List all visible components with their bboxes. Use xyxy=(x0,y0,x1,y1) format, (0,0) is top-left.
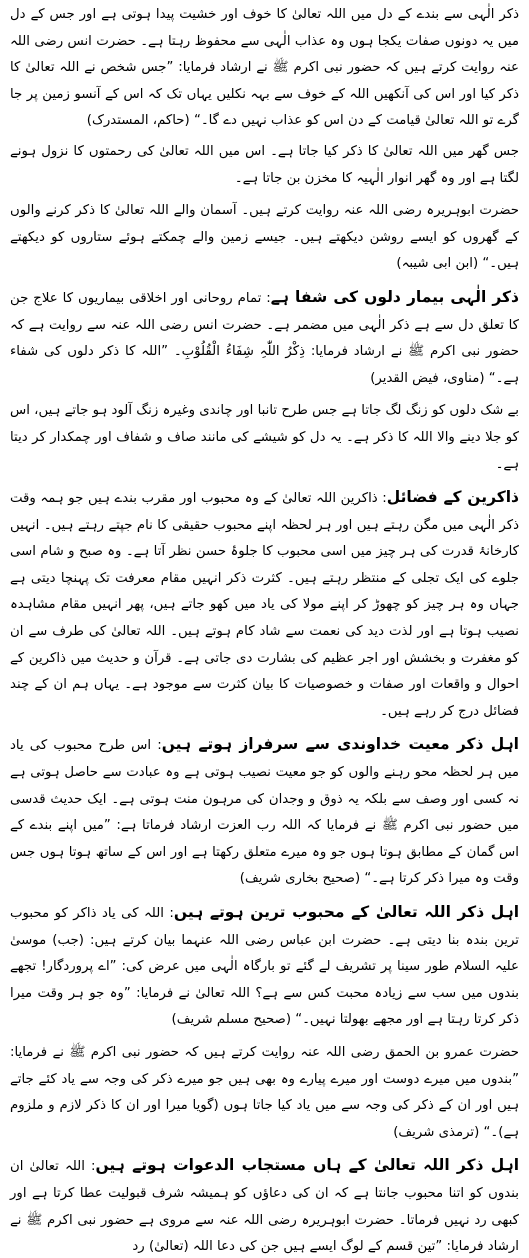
paragraph-body: بے شک دلوں کو زنگ لگ جاتا ہے جس طرح تانبا اور چاندی وغیرہ زنگ آلود ہو جاتے ہیں، اس کو جلا دینے والا اللہ کا ذکر ہے۔ یہ دل کو شیشے کی مانند صاف و شفاف اور چمکدار کر دیتا ہے۔ xyxy=(10,403,519,472)
paragraph-body: جس گھر میں اللہ تعالیٰ کا ذکر کیا جاتا ہے۔ اس میں اللہ تعالیٰ کی رحمتوں کا نزول ہونے لگتا ہے اور وہ گھر انوار الٰہیہ کا مخزن بن جاتا ہے۔ xyxy=(10,143,519,186)
section-heading: اہل ذکر اللہ تعالیٰ کے ہاں مستجاب الدعوات ہوتے ہیں xyxy=(95,1156,520,1175)
section-body: : ذاکرین اللہ تعالیٰ کے وہ محبوب اور مقرب بندے ہیں جو ہمہ وقت ذکر الٰہی میں مگن رہتے ہیں اور ہر لحظہ اپنے محبوب حقیقی کا نام جپتے رہتے ہیں۔ انہیں کارخانۂ قدرت کی ہر چیز میں اسی محبوب کا جلوۂ حسن نظر آتا ہے۔ وہ صبح و شام اسی جلوے کی ایک تجلی کے منتظر رہتے ہیں۔ کثرت ذکر انہیں مقام معرفت تک پہنچا دیتی ہے جہاں وہ ہر چیز کو چھوڑ کر اپنے مولا کی یاد میں کھو جاتے ہیں، پھر انہیں مقام مشاہدہ نصیب ہوتا ہے اور لذت دید کی نعمت سے شاد کام ہوتے ہیں۔ اللہ تعالیٰ کی طرف سے ان کو مغفرت و بخشش اور اجر عظیم کی بشارت دی جاتی ہے۔ قرآن و حدیث میں ذاکرین کے احوال و واقعات اور صفات و خصوصیات کا بیان کثرت سے موجود ہے۔ یہاں ہم ان کے چند فضائل درج کر رہے ہیں۔ xyxy=(10,491,519,719)
section-heading: اہل ذکر معیت خداوندی سے سرفراز ہوتے ہیں xyxy=(161,735,519,754)
paragraph-amr-bin-hamiq-narration xyxy=(10,1040,519,1146)
section-healing-of-hearts xyxy=(10,284,519,392)
paragraph-house-of-dhikr xyxy=(10,139,519,192)
paragraph-abu-hurairah-narration xyxy=(10,198,519,278)
section-body: : اللہ کی یاد ذاکر کو محبوب ترین بندہ بنا دیتی ہے۔ حضرت ابن عباس رضی اللہ عنہما بیان کرتے ہیں: (جب) موسیٰ علیہ السلام طور سینا پر تشریف لے گئے تو بارگاہ الٰہی میں عرض کی: ”اے پروردگار! تجھے بندوں میں سب سے زیادہ محبت کس سے ہے؟ اللہ تعالیٰ نے فرمایا: ”وہ جو ہر وقت میرا ذکر کرتا رہتا ہے اور مجھے بھولتا نہیں۔“ (صحیح مسلم شریف) xyxy=(10,906,519,1028)
section-heading: ذاکرین کے فضائل xyxy=(386,488,519,507)
paragraph-body: حضرت عمرو بن الحمق رضی اللہ عنہ روایت کرتے ہیں کہ حضور نبی اکرم ﷺ نے فرمایا: ”بندوں میں میرے دوست اور میرے پیارے وہ بھی ہیں جو میرے ذکر کی وجہ سے یاد کئے جاتے ہیں اور ان کے ذکر کی وجہ سے میں یاد کیا جاتا ہوں (گویا میرا اور ان کا ذکر لازم و ملزوم ہے)۔“ (ترمذی شریف) xyxy=(10,1044,519,1140)
section-body: : تمام روحانی اور اخلاقی بیماریوں کا علاج جن کا تعلق دل سے ہے ذکر الٰہی میں مضمر ہے۔ حضرت انس رضی اللہ عنہ سے روایت ہے کہ حضور نبی اکرم ﷺ نے ارشاد فرمایا: ذِکْرُ اللّٰہِ شِفَاءُ الْقُلُوْبِ۔ ”اللہ کا ذکر دلوں کی شفاء ہے۔“ (مناوی، فیض القدیر) xyxy=(10,290,519,386)
section-virtues-of-dhakireen xyxy=(10,484,519,725)
paragraph-body: حضرت ابوہریرہ رضی اللہ عنہ روایت کرتے ہیں۔ آسمان والے اللہ تعالیٰ کا ذکر کرنے والوں کے گھروں کو ایسے روشن دیکھتے ہیں۔ جیسے زمین والے چمکتے ہوئے ستاروں کو دیکھتے ہیں۔“ (ابن ابی شیبہ) xyxy=(10,203,519,272)
section-body: : اللہ تعالیٰ ان بندوں کو اتنا محبوب جانتا ہے کہ ان کی دعاؤں کو ہمیشہ شرف قبولیت عطا کرتا ہے اور کبھی رد نہیں فرماتا۔ حضرت ابوہریرہ رضی اللہ عنہ سے مروی ہے حضور نبی اکرم ﷺ نے ارشاد فرمایا: ”تین قسم کے لوگ ایسے ہیں جن کی دعا اللہ (تعالیٰ) رد xyxy=(10,1159,519,1255)
section-most-beloved xyxy=(10,899,519,1034)
section-body: : اس طرح محبوب کی یاد میں ہر لحظہ محو رہنے والوں کو جو معیت نصیب ہوتی ہے وہ عبادت سے حاصل ہوتی ہے نہ کسی اور وصف سے بلکہ یہ ذوق و وجدان کی مرہون منت ہوتی ہے۔ ایک حدیث قدسی میں حضور نبی اکرم ﷺ نے فرمایا کہ اللہ رب العزت ارشاد فرماتا ہے: ”میں اپنے بندے کے اس گمان کے مطابق ہوتا ہوں جو وہ میرے متعلق رکھتا ہے اور اس کے ساتھ ہوتا ہوں جس وقت وہ میرا ذکر کرتا ہے۔“ (صحیح بخاری شریف) xyxy=(10,738,519,887)
section-heading: ذکر الٰہی بیمار دلوں کی شفا ہے xyxy=(270,287,519,306)
paragraph-dhikr-fear xyxy=(10,2,519,135)
paragraph-body: ذکر الٰہی سے بندے کے دل میں اللہ تعالیٰ کا خوف اور خشیت پیدا ہوتی ہے اور جس کے دل میں یہ دونوں صفات یکجا ہوں وہ عذاب الٰہی سے محفوظ رہتا ہے۔ حضرت انس رضی اللہ عنہ روایت کرتے ہیں کہ حضور نبی اکرم ﷺ نے ارشاد فرمایا: ”جس شخص نے اللہ تعالیٰ کا ذکر کیا اور اس کی آنکھیں اللہ کے خوف سے بہہ نکلیں یہاں تک کہ اس کے آنسو زمین پر جا گرے تو اللہ تعالیٰ قیامت کے دن اس کو عذاب نہیں دے گا۔“ (حاکم، المستدرک) xyxy=(10,7,519,129)
section-heading: اہل ذکر اللہ تعالیٰ کے محبوب ترین ہوتے ہیں xyxy=(173,903,520,921)
section-divine-companionship xyxy=(10,731,519,893)
paragraph-rust-of-hearts xyxy=(10,398,519,478)
section-prayers-answered xyxy=(10,1152,519,1258)
